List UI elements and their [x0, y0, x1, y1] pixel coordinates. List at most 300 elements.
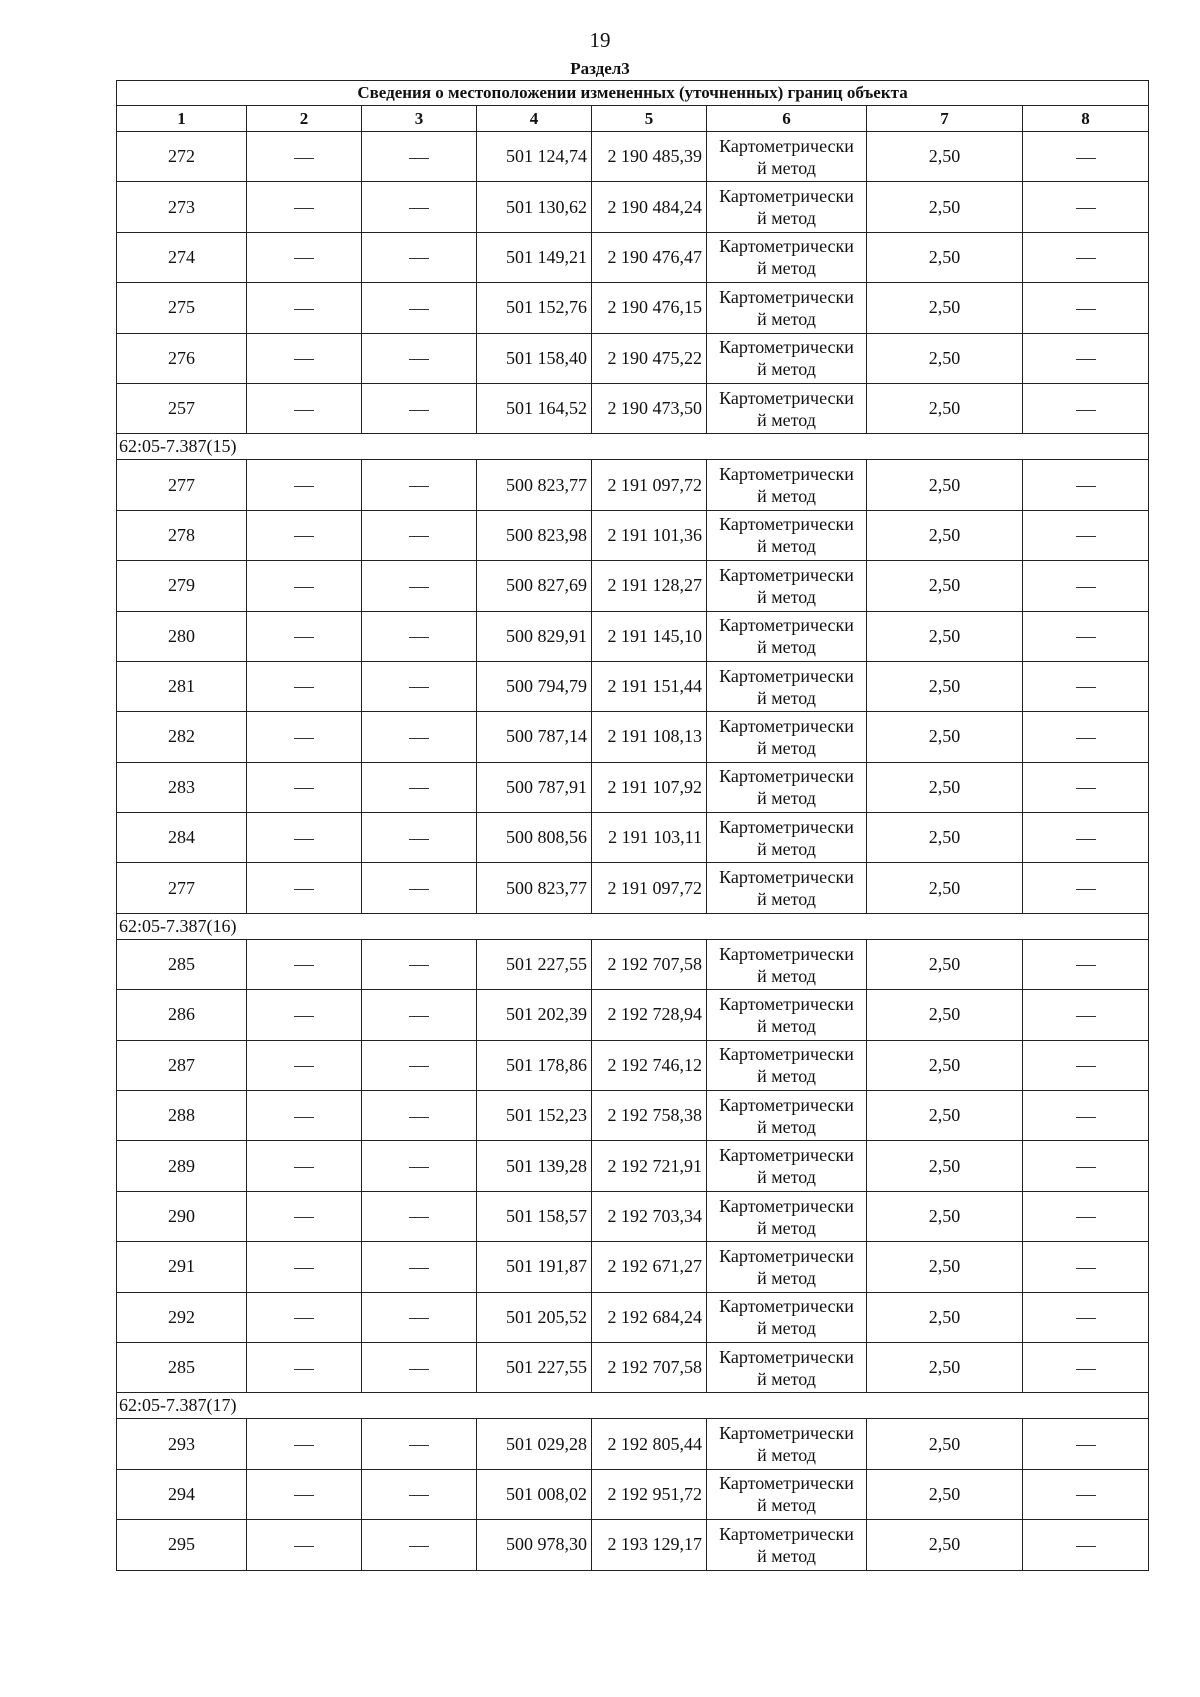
coordinate-y-cell: 2 190 473,50: [592, 383, 707, 433]
coordinate-y-cell: 2 191 097,72: [592, 460, 707, 510]
empty-value-cell-col2: [247, 1419, 362, 1469]
dash-mark: [1076, 1268, 1096, 1269]
dash-mark: [1076, 1318, 1096, 1319]
dash-mark: [294, 1117, 314, 1118]
accuracy-cell: 2,50: [867, 762, 1023, 812]
method-line-1: Картометрически: [719, 464, 854, 485]
empty-value-cell-col2: [247, 1292, 362, 1342]
empty-value-cell-col3: [362, 283, 477, 333]
coordinate-y-cell: 2 192 951,72: [592, 1469, 707, 1519]
coordinate-y-cell: 2 191 101,36: [592, 510, 707, 560]
method-cell: [707, 762, 867, 812]
dash-mark: [409, 309, 429, 310]
coordinate-y-cell: 2 190 476,15: [592, 283, 707, 333]
parcel-group-row: [117, 1393, 1149, 1419]
coordinate-y-cell: 2 192 707,58: [592, 939, 707, 989]
dash-mark: [294, 1495, 314, 1496]
empty-value-cell-col2: [247, 1520, 362, 1570]
dash-mark: [1076, 1546, 1096, 1547]
empty-value-cell-col8: [1023, 1342, 1149, 1392]
dash-mark: [409, 208, 429, 209]
coordinate-y-cell: 2 192 707,58: [592, 1342, 707, 1392]
coordinate-x-cell: 501 164,52: [477, 383, 592, 433]
empty-value-cell-col2: [247, 1191, 362, 1241]
empty-value-cell-col8: [1023, 762, 1149, 812]
empty-value-cell-col2: [247, 1091, 362, 1141]
point-number-cell: 285: [117, 939, 247, 989]
dash-mark: [409, 637, 429, 638]
dash-mark: [294, 637, 314, 638]
empty-value-cell-col2: [247, 813, 362, 863]
section-title: Раздел3: [570, 59, 630, 78]
empty-value-cell-col8: [1023, 813, 1149, 863]
empty-value-cell-col8: [1023, 661, 1149, 711]
dash-mark: [409, 1066, 429, 1067]
accuracy-cell: 2,50: [867, 333, 1023, 383]
method-line-1: Картометрически: [719, 514, 854, 535]
coordinate-y-cell: 2 192 746,12: [592, 1040, 707, 1090]
coordinate-y-cell: 2 192 703,34: [592, 1191, 707, 1241]
coordinate-y-cell: 2 191 151,44: [592, 661, 707, 711]
accuracy-cell: 2,50: [867, 561, 1023, 611]
dash-mark: [409, 1217, 429, 1218]
dash-mark: [294, 587, 314, 588]
empty-value-cell-col3: [362, 232, 477, 282]
empty-value-cell-col8: [1023, 182, 1149, 232]
column-number: 1: [117, 106, 247, 132]
dash-mark: [409, 1268, 429, 1269]
accuracy-cell: 2,50: [867, 1469, 1023, 1519]
empty-value-cell-col3: [362, 510, 477, 560]
dash-mark: [409, 587, 429, 588]
table-row: [117, 232, 1149, 282]
dash-mark: [294, 1066, 314, 1067]
coordinate-x-cell: 501 227,55: [477, 1342, 592, 1392]
coordinate-x-cell: 500 978,30: [477, 1520, 592, 1570]
table-row: [117, 1242, 1149, 1292]
method-cell: [707, 1040, 867, 1090]
method-line-2: й метод: [757, 1167, 816, 1188]
point-number-cell: 290: [117, 1191, 247, 1241]
accuracy-cell: 2,50: [867, 510, 1023, 560]
dash-mark: [294, 788, 314, 789]
empty-value-cell-col8: [1023, 863, 1149, 913]
table-row: [117, 1520, 1149, 1570]
parcel-group-row: [117, 913, 1149, 939]
method-line-1: Картометрически: [719, 1346, 854, 1367]
dash-mark: [409, 410, 429, 411]
coordinate-x-cell: 501 130,62: [477, 182, 592, 232]
method-cell: [707, 1419, 867, 1469]
dash-mark: [409, 158, 429, 159]
coordinate-x-cell: 501 158,40: [477, 333, 592, 383]
dash-mark: [409, 1546, 429, 1547]
empty-value-cell-col3: [362, 1469, 477, 1519]
empty-value-cell-col2: [247, 283, 362, 333]
table-row: [117, 1040, 1149, 1090]
empty-value-cell-col8: [1023, 1242, 1149, 1292]
dash-mark: [409, 1167, 429, 1168]
empty-value-cell-col8: [1023, 990, 1149, 1040]
method-line-2: й метод: [757, 486, 816, 507]
coordinate-x-cell: 500 794,79: [477, 661, 592, 711]
method-line-1: Картометрически: [719, 867, 854, 888]
dash-mark: [1076, 788, 1096, 789]
dash-mark: [1076, 1369, 1096, 1370]
coordinate-x-cell: 501 205,52: [477, 1292, 592, 1342]
dash-mark: [1076, 158, 1096, 159]
point-number-cell: 295: [117, 1520, 247, 1570]
dash-mark: [1076, 1445, 1096, 1446]
point-number-cell: 272: [117, 132, 247, 182]
accuracy-cell: 2,50: [867, 283, 1023, 333]
method-cell: [707, 383, 867, 433]
column-number: 8: [1023, 106, 1149, 132]
empty-value-cell-col8: [1023, 1040, 1149, 1090]
empty-value-cell-col2: [247, 232, 362, 282]
accuracy-cell: 2,50: [867, 383, 1023, 433]
method-line-2: й метод: [757, 1116, 816, 1137]
dash-mark: [409, 965, 429, 966]
accuracy-cell: 2,50: [867, 863, 1023, 913]
dash-mark: [294, 1016, 314, 1017]
method-cell: [707, 232, 867, 282]
method-line-2: й метод: [757, 965, 816, 986]
empty-value-cell-col3: [362, 561, 477, 611]
accuracy-cell: 2,50: [867, 1520, 1023, 1570]
empty-value-cell-col3: [362, 1191, 477, 1241]
empty-value-cell-col8: [1023, 383, 1149, 433]
method-line-2: й метод: [757, 536, 816, 557]
dash-mark: [294, 1369, 314, 1370]
empty-value-cell-col3: [362, 762, 477, 812]
dash-mark: [294, 1268, 314, 1269]
column-number-row: [117, 106, 1149, 132]
coordinate-y-cell: 2 191 097,72: [592, 863, 707, 913]
coordinate-y-cell: 2 190 485,39: [592, 132, 707, 182]
point-number-cell: 275: [117, 283, 247, 333]
dash-mark: [409, 486, 429, 487]
dash-mark: [1076, 258, 1096, 259]
coordinate-y-cell: 2 192 805,44: [592, 1419, 707, 1469]
page-number: 19: [589, 28, 611, 52]
table-row: [117, 863, 1149, 913]
method-line-1: Картометрически: [719, 816, 854, 837]
coordinate-x-cell: 501 149,21: [477, 232, 592, 282]
method-cell: [707, 283, 867, 333]
accuracy-cell: 2,50: [867, 1191, 1023, 1241]
method-line-1: Картометрически: [719, 1523, 854, 1544]
method-line-2: й метод: [757, 1015, 816, 1036]
method-cell: [707, 132, 867, 182]
empty-value-cell-col3: [362, 611, 477, 661]
dash-mark: [294, 965, 314, 966]
method-cell: [707, 863, 867, 913]
empty-value-cell-col8: [1023, 1191, 1149, 1241]
empty-value-cell-col8: [1023, 283, 1149, 333]
method-line-1: Картометрически: [719, 1044, 854, 1065]
coordinate-y-cell: 2 191 103,11: [592, 813, 707, 863]
dash-mark: [1076, 738, 1096, 739]
empty-value-cell-col3: [362, 990, 477, 1040]
column-number: 2: [247, 106, 362, 132]
coordinate-x-cell: 500 823,77: [477, 863, 592, 913]
empty-value-cell-col8: [1023, 1141, 1149, 1191]
method-line-2: й метод: [757, 157, 816, 178]
table-row: [117, 762, 1149, 812]
empty-value-cell-col2: [247, 939, 362, 989]
method-line-2: й метод: [757, 637, 816, 658]
method-line-1: Картометрически: [719, 135, 854, 156]
empty-value-cell-col3: [362, 132, 477, 182]
accuracy-cell: 2,50: [867, 611, 1023, 661]
empty-value-cell-col2: [247, 182, 362, 232]
method-cell: [707, 510, 867, 560]
dash-mark: [294, 1546, 314, 1547]
parcel-group-label: 62:05-7.387(16): [117, 913, 1149, 939]
parcel-group-label: 62:05-7.387(15): [117, 434, 1149, 460]
table-row: [117, 383, 1149, 433]
method-line-1: Картометрически: [719, 1195, 854, 1216]
empty-value-cell-col3: [362, 1040, 477, 1090]
dash-mark: [1076, 637, 1096, 638]
dash-mark: [294, 1318, 314, 1319]
dash-mark: [1076, 1016, 1096, 1017]
empty-value-cell-col8: [1023, 1419, 1149, 1469]
point-number-cell: 293: [117, 1419, 247, 1469]
accuracy-cell: 2,50: [867, 182, 1023, 232]
method-line-1: Картометрически: [719, 615, 854, 636]
point-number-cell: 284: [117, 813, 247, 863]
table-caption: Сведения о местоположении измененных (уточненных) границ объекта: [117, 81, 1149, 106]
empty-value-cell-col8: [1023, 1292, 1149, 1342]
empty-value-cell-col2: [247, 460, 362, 510]
empty-value-cell-col3: [362, 460, 477, 510]
dash-mark: [294, 486, 314, 487]
point-number-cell: 280: [117, 611, 247, 661]
dash-mark: [409, 788, 429, 789]
empty-value-cell-col2: [247, 1141, 362, 1191]
method-line-2: й метод: [757, 1267, 816, 1288]
method-cell: [707, 661, 867, 711]
coordinate-y-cell: 2 191 108,13: [592, 712, 707, 762]
point-number-cell: 281: [117, 661, 247, 711]
dash-mark: [1076, 687, 1096, 688]
dash-mark: [294, 410, 314, 411]
method-line-1: Картометрически: [719, 286, 854, 307]
dash-mark: [409, 258, 429, 259]
method-cell: [707, 561, 867, 611]
coordinate-y-cell: 2 191 145,10: [592, 611, 707, 661]
coordinate-x-cell: 501 152,76: [477, 283, 592, 333]
empty-value-cell-col2: [247, 1242, 362, 1292]
point-number-cell: 289: [117, 1141, 247, 1191]
coordinate-y-cell: 2 192 721,91: [592, 1141, 707, 1191]
method-line-2: й метод: [757, 258, 816, 279]
accuracy-cell: 2,50: [867, 1419, 1023, 1469]
coordinate-x-cell: 500 829,91: [477, 611, 592, 661]
empty-value-cell-col2: [247, 762, 362, 812]
dash-mark: [294, 258, 314, 259]
table-row: [117, 1292, 1149, 1342]
coordinate-x-cell: 501 152,23: [477, 1091, 592, 1141]
table-row: [117, 561, 1149, 611]
dash-mark: [409, 359, 429, 360]
coordinate-x-cell: 501 124,74: [477, 132, 592, 182]
method-line-1: Картометрически: [719, 766, 854, 787]
table-row: [117, 182, 1149, 232]
empty-value-cell-col2: [247, 1342, 362, 1392]
accuracy-cell: 2,50: [867, 132, 1023, 182]
method-line-1: Картометрически: [719, 564, 854, 585]
empty-value-cell-col2: [247, 611, 362, 661]
coordinate-x-cell: 501 008,02: [477, 1469, 592, 1519]
point-number-cell: 294: [117, 1469, 247, 1519]
dash-mark: [294, 309, 314, 310]
method-line-2: й метод: [757, 889, 816, 910]
coordinate-y-cell: 2 191 107,92: [592, 762, 707, 812]
point-number-cell: 273: [117, 182, 247, 232]
point-number-cell: 257: [117, 383, 247, 433]
dash-mark: [1076, 1117, 1096, 1118]
method-cell: [707, 813, 867, 863]
table-row: [117, 1419, 1149, 1469]
dash-mark: [294, 536, 314, 537]
accuracy-cell: 2,50: [867, 232, 1023, 282]
point-number-cell: 291: [117, 1242, 247, 1292]
dash-mark: [1076, 1495, 1096, 1496]
method-cell: [707, 990, 867, 1040]
method-line-1: Картометрически: [719, 186, 854, 207]
empty-value-cell-col2: [247, 661, 362, 711]
empty-value-cell-col3: [362, 1091, 477, 1141]
point-number-cell: 282: [117, 712, 247, 762]
table-row: [117, 333, 1149, 383]
coordinate-y-cell: 2 190 475,22: [592, 333, 707, 383]
dash-mark: [409, 1318, 429, 1319]
column-number: 3: [362, 106, 477, 132]
method-cell: [707, 1292, 867, 1342]
method-cell: [707, 333, 867, 383]
table-caption-row: [117, 81, 1149, 106]
point-number-cell: 274: [117, 232, 247, 282]
empty-value-cell-col3: [362, 1292, 477, 1342]
table-row: [117, 661, 1149, 711]
method-line-1: Картометрически: [719, 337, 854, 358]
coordinate-x-cell: 501 029,28: [477, 1419, 592, 1469]
method-cell: [707, 1520, 867, 1570]
point-number-cell: 277: [117, 863, 247, 913]
empty-value-cell-col2: [247, 510, 362, 560]
coordinate-x-cell: 500 827,69: [477, 561, 592, 611]
coordinate-x-cell: 500 787,91: [477, 762, 592, 812]
empty-value-cell-col8: [1023, 333, 1149, 383]
empty-value-cell-col3: [362, 813, 477, 863]
method-line-1: Картометрически: [719, 993, 854, 1014]
parcel-group-label: 62:05-7.387(17): [117, 1393, 1149, 1419]
coordinate-y-cell: 2 190 476,47: [592, 232, 707, 282]
method-line-1: Картометрически: [719, 1094, 854, 1115]
table-row: [117, 1091, 1149, 1141]
method-cell: [707, 1141, 867, 1191]
dash-mark: [294, 889, 314, 890]
method-cell: [707, 1191, 867, 1241]
table-row: [117, 990, 1149, 1040]
method-line-1: Картометрически: [719, 1145, 854, 1166]
empty-value-cell-col3: [362, 939, 477, 989]
method-line-2: й метод: [757, 1495, 816, 1516]
point-number-cell: 288: [117, 1091, 247, 1141]
method-line-1: Картометрически: [719, 715, 854, 736]
dash-mark: [409, 889, 429, 890]
empty-value-cell-col2: [247, 132, 362, 182]
coordinate-x-cell: 501 202,39: [477, 990, 592, 1040]
dash-mark: [1076, 208, 1096, 209]
dash-mark: [294, 687, 314, 688]
column-number: 6: [707, 106, 867, 132]
method-line-2: й метод: [757, 409, 816, 430]
dash-mark: [1076, 839, 1096, 840]
empty-value-cell-col8: [1023, 460, 1149, 510]
coordinate-y-cell: 2 192 758,38: [592, 1091, 707, 1141]
dash-mark: [294, 208, 314, 209]
method-line-2: й метод: [757, 586, 816, 607]
empty-value-cell-col8: [1023, 1469, 1149, 1519]
coordinate-y-cell: 2 193 129,17: [592, 1520, 707, 1570]
empty-value-cell-col8: [1023, 611, 1149, 661]
dash-mark: [294, 359, 314, 360]
coordinate-x-cell: 500 823,77: [477, 460, 592, 510]
method-line-2: й метод: [757, 208, 816, 229]
dash-mark: [294, 1217, 314, 1218]
empty-value-cell-col3: [362, 863, 477, 913]
point-number-cell: 292: [117, 1292, 247, 1342]
dash-mark: [294, 839, 314, 840]
point-number-cell: 278: [117, 510, 247, 560]
table-row: [117, 132, 1149, 182]
accuracy-cell: 2,50: [867, 1040, 1023, 1090]
table-row: [117, 1342, 1149, 1392]
accuracy-cell: 2,50: [867, 813, 1023, 863]
parcel-group-row: [117, 434, 1149, 460]
empty-value-cell-col2: [247, 1040, 362, 1090]
point-number-cell: 283: [117, 762, 247, 812]
point-number-cell: 277: [117, 460, 247, 510]
coordinate-x-cell: 500 808,56: [477, 813, 592, 863]
empty-value-cell-col3: [362, 661, 477, 711]
dash-mark: [409, 1016, 429, 1017]
dash-mark: [1076, 536, 1096, 537]
method-cell: [707, 712, 867, 762]
coordinate-y-cell: 2 192 671,27: [592, 1242, 707, 1292]
dash-mark: [1076, 410, 1096, 411]
accuracy-cell: 2,50: [867, 1141, 1023, 1191]
method-line-1: Картометрически: [719, 1245, 854, 1266]
accuracy-cell: 2,50: [867, 990, 1023, 1040]
coordinate-x-cell: 501 191,87: [477, 1242, 592, 1292]
method-line-2: й метод: [757, 1368, 816, 1389]
dash-mark: [409, 839, 429, 840]
point-number-cell: 287: [117, 1040, 247, 1090]
accuracy-cell: 2,50: [867, 1091, 1023, 1141]
dash-mark: [409, 687, 429, 688]
point-number-cell: 276: [117, 333, 247, 383]
empty-value-cell-col2: [247, 561, 362, 611]
coordinate-x-cell: 501 178,86: [477, 1040, 592, 1090]
column-number: 5: [592, 106, 707, 132]
method-line-1: Картометрически: [719, 1296, 854, 1317]
method-cell: [707, 939, 867, 989]
